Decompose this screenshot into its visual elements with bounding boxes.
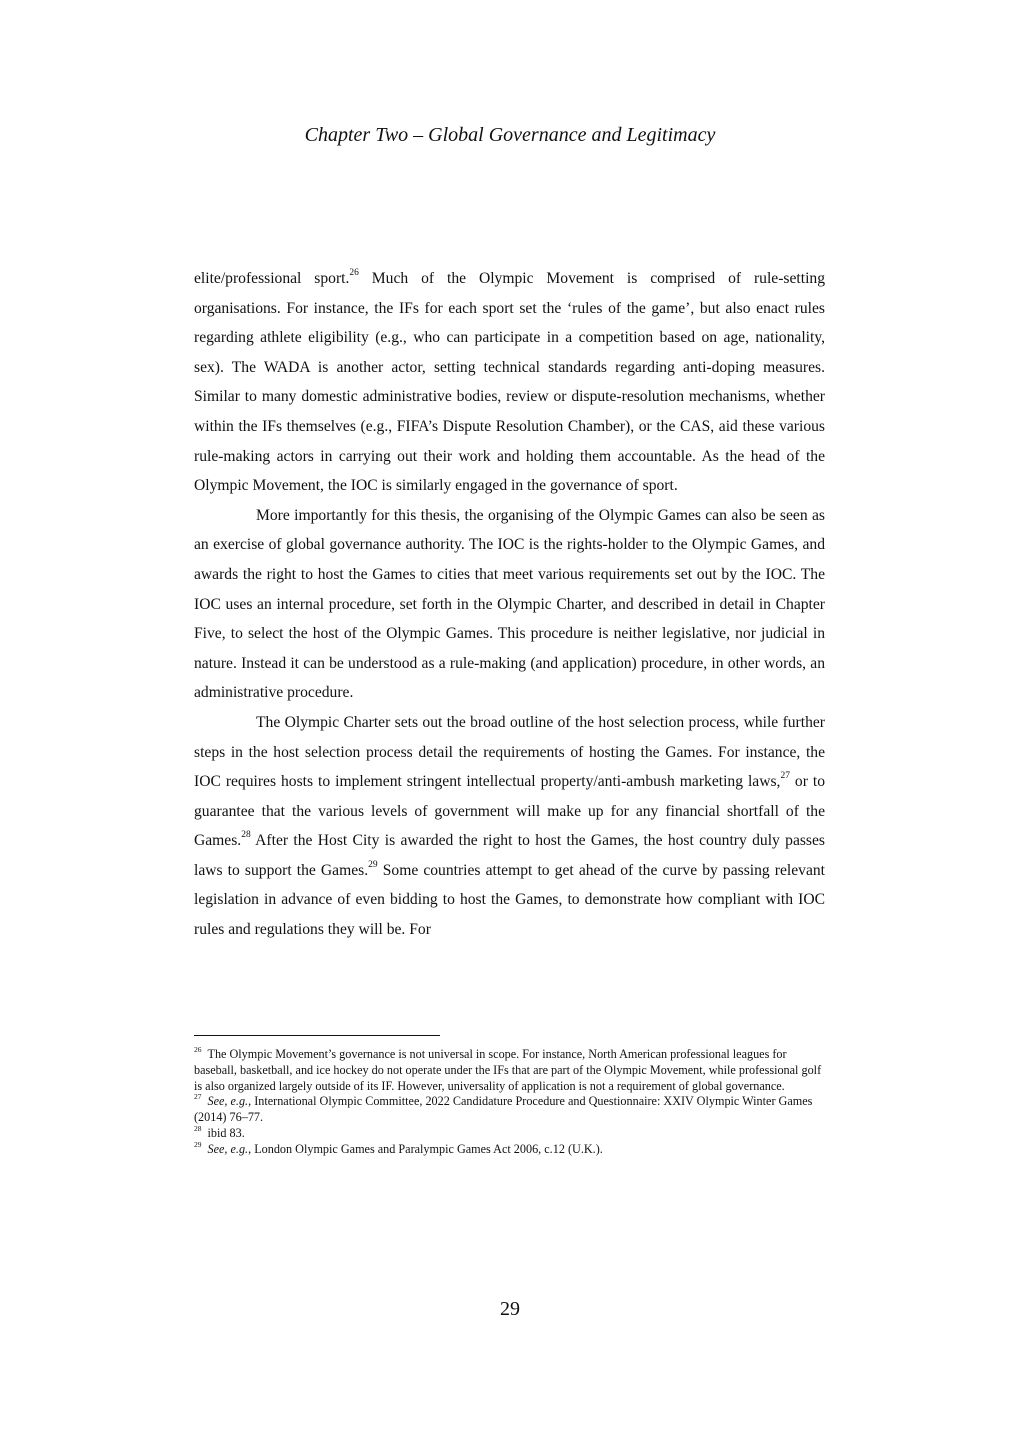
footnote-ref-29[interactable]: 29 (368, 859, 378, 870)
paragraph-3-part-b: or to guarantee that the various levels of government will make up for any financial shortfall of the Games. (194, 773, 826, 850)
footnote-27 (194, 1094, 825, 1126)
paragraph-3 (194, 708, 825, 945)
paragraph-2: More importantly for this thesis, the organising of the Olympic Games can also be seen as an exercise of global governance authority. The IOC is the rights-holder to the Olympic Games, and awards the right to host the Games to cities that meet various requirements set out by the IOC. The IOC uses an internal procedure, set forth in the Olympic Charter, and described in detail in Chapter Five, to select the host of the Olympic Games. This procedure is neither legislative, nor judicial in nature. Instead it can be understood as a rule-making (and application) procedure, in other words, an administrative procedure. (194, 506, 825, 702)
footnote-28-number: 28 (194, 1123, 202, 1133)
footnote-separator (194, 1035, 440, 1036)
footnotes (194, 1044, 825, 1158)
footnote-28 (194, 1123, 825, 1142)
footnote-26-text: The Olympic Movement’s governance is not universal in scope. For instance, North American professional leagues for baseball, basketball, and ice hockey do not operate under the IFs that are part of the Olympic Movement, while professional golf is also organized largely outside of its IF. However, universality of application is not a requirement of global governance. (194, 1047, 822, 1093)
paragraph-3-part-c: After the Host City is awarded the right to host the Games, the host country duly passes laws to support the Games. (194, 832, 825, 879)
page-number: 29 (500, 1298, 520, 1320)
paragraph-3-part-d: Some countries attempt to get ahead of the curve by passing relevant legislation in advance of even bidding to host the Games, to demonstrate how compliant with IOC rules and regulations they will be. For (194, 861, 825, 939)
footnote-29-number: 29 (194, 1139, 202, 1149)
footnote-27-number: 27 (194, 1092, 202, 1102)
footnote-29-text: , London Olympic Games and Paralympic Games Act 2006, c.12 (U.K.). (248, 1141, 603, 1156)
paragraph-1 (194, 264, 825, 501)
running-header: Chapter Two – Global Governance and Legitimacy (304, 124, 716, 146)
paragraph-3-part-a: The Olympic Charter sets out the broad outline of the host selection process, while further steps in the host selection process detail the requirements of hosting the Games. For instance, the IOC requires hosts to implement stringent intellectual property/anti-ambush marketing laws, (194, 713, 825, 791)
footnote-ref-27[interactable]: 27 (780, 770, 790, 781)
footnote-ref-28[interactable]: 28 (241, 830, 251, 841)
footnote-26-number: 26 (194, 1044, 202, 1054)
body-text (194, 264, 825, 945)
footnote-26 (194, 1044, 825, 1094)
footnote-ref-26[interactable]: 26 (349, 267, 359, 278)
footnote-29-signal: See, e.g. (207, 1141, 249, 1156)
paragraph-1-start: elite/professional sport. (194, 270, 350, 287)
footnote-27-text: International Olympic Committee, 2022 Candidature Procedure and Questionnaire: XXIV Olympic Winter Games (2014) 76–77. (194, 1094, 813, 1125)
footnote-27-signal: See, e.g., (207, 1094, 252, 1109)
footnote-28-text: ibid 83. (207, 1125, 245, 1140)
footnote-29 (194, 1139, 825, 1158)
paragraph-1-rest: Much of the Olympic Movement is comprised of rule-setting organisations. For instance, the IFs for each sport set the ‘rules of the game’, but also enact rules regarding athlete eligibility (e.g., who can participate in a competition based on age, nationality, sex). The WADA is another actor, setting technical standards regarding anti-doping measures. Similar to many domestic administrative bodies, review or dispute-resolution mechanisms, whether within the IFs themselves (e.g., FIFA’s Dispute Resolution Chamber), or the CAS, aid these various rule-making actors in carrying out their work and holding them accountable. As the head of the Olympic Movement, the IOC is similarly engaged in the governance of sport. (194, 270, 825, 495)
